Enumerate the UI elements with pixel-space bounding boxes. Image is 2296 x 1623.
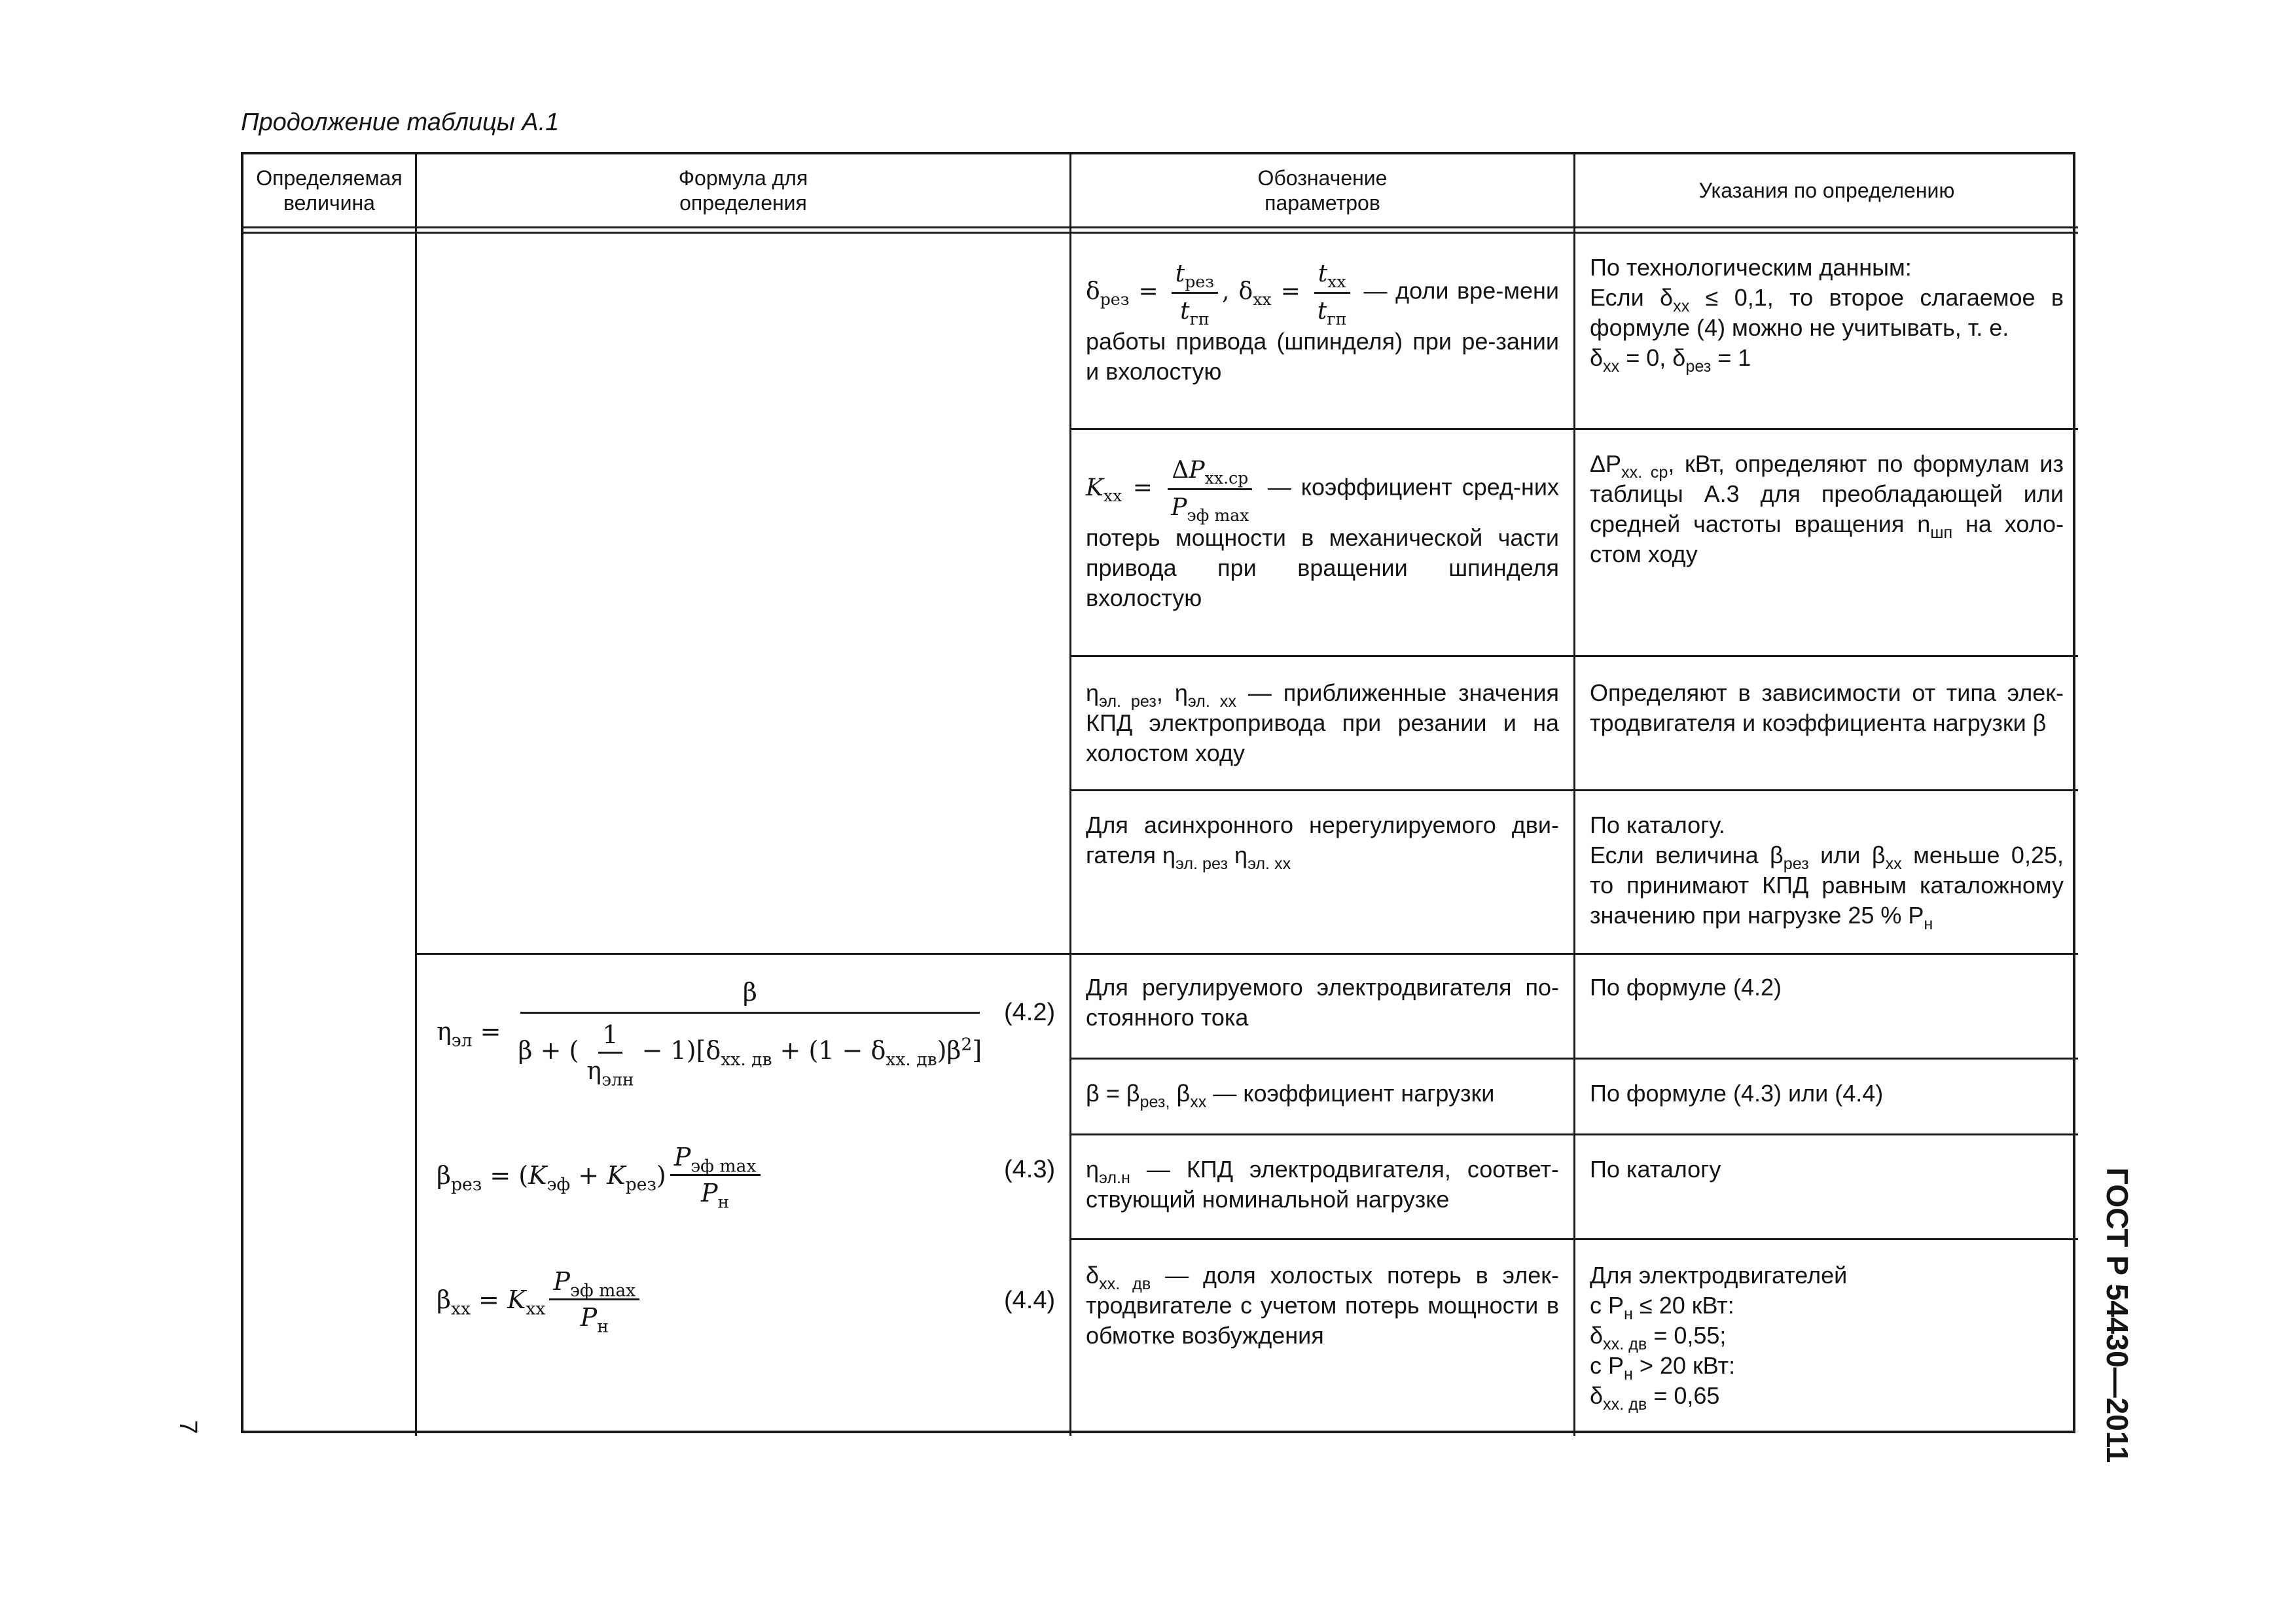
row-line-1 bbox=[1069, 428, 2078, 430]
formula-4-4: $\beta_{хх} = K_{хх}$ $\frac{P_{эф max}}{P_н}$ bbox=[437, 1267, 643, 1332]
row3-instructions: Определяют в зависимости от типа элек-тродвигателя и коэффициента нагрузки β bbox=[1590, 679, 2064, 736]
row1-instructions: По технологическим данным: Если $\delta_{хх} \le 0,1$, то второе слагаемое в формуле (4) можно не учитывать, т. е. $\delta_{хх} = 0$, $\delta_{рез} = 1$ bbox=[1590, 254, 2064, 376]
row3-params: $\eta_{эл. рез}$, $\eta_{эл. хх}$ — приближенные значения КПД электропривода при резании и на холостом ходу bbox=[1086, 679, 1559, 766]
formula-number-4-2: (4.2) bbox=[1004, 999, 1056, 1026]
row5-params: Для регулируемого электродвигателя по-стоянного тока bbox=[1086, 974, 1559, 1031]
row7-instructions: По каталогу bbox=[1590, 1156, 1721, 1183]
row-line-6 bbox=[1069, 1133, 2078, 1135]
row8-instructions: Для электродвигателей с $P_н \le 20$ кВт: $\delta_{хх. дв} = 0,55$; с $P_н > 20$ кВт: $\delta_{хх. дв} = 0,65$ bbox=[1590, 1262, 1848, 1414]
table-caption: Продолжение таблицы А.1 bbox=[241, 109, 560, 136]
row8-params: $\delta_{хх. дв}$ — доля холостых потерь в элек-тродвигателе с учетом потерь мощности в обмотке возбуждения bbox=[1086, 1262, 1559, 1349]
formula-number-4-4: (4.4) bbox=[1004, 1287, 1056, 1314]
row7-params: $\eta_{эл.н}$ — КПД электродвигателя, соответ-ствующий номинальной нагрузке bbox=[1086, 1156, 1559, 1213]
row-line-3 bbox=[1069, 789, 2078, 791]
row-line-2 bbox=[1069, 655, 2078, 657]
formula-4-2: $\eta_{эл}$ = β β + ( $\frac{1}{\eta_{элн}}$ − $1)[\delta_{хх. дв} + (1 - \delta_{хх. дв})\beta^2]$ bbox=[437, 978, 982, 1090]
table bbox=[241, 152, 2075, 1433]
header-divider-2 bbox=[243, 232, 2078, 234]
col-divider-1 bbox=[415, 154, 417, 1436]
formula-number-4-3: (4.3) bbox=[1004, 1156, 1056, 1183]
row6-instructions: По формуле (4.3) или (4.4) bbox=[1590, 1080, 1884, 1107]
row4-params: Для асинхронного нерегулируемого дви-гателя $\eta_{эл. рез}$ $\eta_{эл. хх}$ bbox=[1086, 812, 1559, 873]
document-standard-title: ГОСТ Р 54430—2011 bbox=[2100, 1168, 2134, 1463]
row-line-7 bbox=[1069, 1238, 2078, 1240]
header-params: Обозначение параметров bbox=[1257, 166, 1388, 215]
header-instructions: Указания по определению bbox=[1698, 179, 1955, 202]
header-quantity: Определяемая величина bbox=[256, 166, 403, 215]
row2-params: $K_{хх}$ = $\frac{\Delta P_{хх.ср}}{P_{эф max}}$ — коэффициент сред-них потерь мощности в механической части привода при вращении шпинделя вхолостую bbox=[1086, 457, 1559, 611]
header-divider bbox=[243, 226, 2078, 228]
row5-instructions: По формуле (4.2) bbox=[1590, 974, 1782, 1001]
header-formula: Формула для определения bbox=[678, 166, 808, 215]
page-number: 7 bbox=[174, 1420, 202, 1435]
formula-4-3: $\beta_{рез} = (K_{эф} + K_{рез})$ $\frac{P_{эф max}}{P_н}$ bbox=[437, 1143, 764, 1207]
row6-params: $\beta = \beta_{рез,}$ $\beta_{хх}$ — коэффициент нагрузки bbox=[1086, 1080, 1495, 1111]
row-line-4 bbox=[415, 953, 2078, 955]
row2-instructions: $\Delta P_{хх. ср}$, кВт, определяют по формулам из таблицы А.3 для преобладающей или средней частоты вращения $n_{шп}$ на холо-стом ходу bbox=[1590, 450, 2064, 567]
row1-params: $\delta_{рез}$ = $\frac{t_{рез}}{t_{гп}}$ , $\delta_{хх}$ = $\frac{t_{хх}}{t_{гп}}$ — доли вре-мени работы привода (шпинделя) при ре-зании и вхолостую bbox=[1086, 260, 1559, 385]
row4-instructions: По каталогу. Если величина $\beta_{рез}$ или $\beta_{хх}$ меньше 0,25, то принимают КПД равным каталожному значению при нагрузке 25 % $P_н$ bbox=[1590, 812, 2064, 933]
row-line-5 bbox=[1069, 1058, 2078, 1060]
